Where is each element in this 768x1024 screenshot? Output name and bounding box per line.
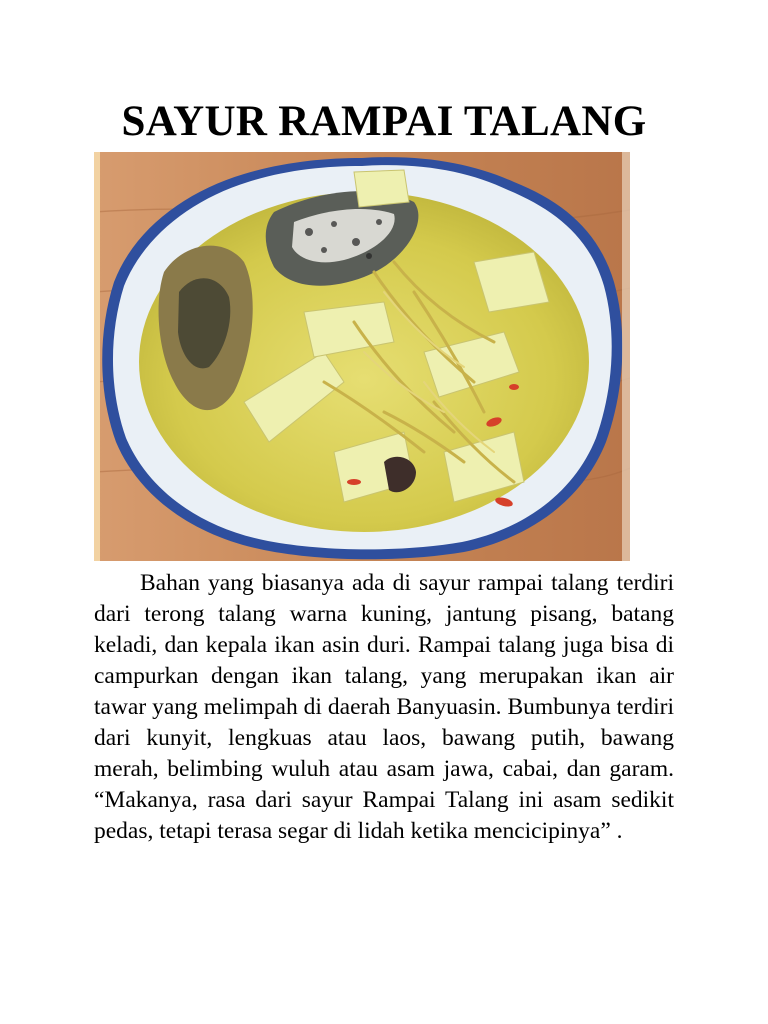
page-title: SAYUR RAMPAI TALANG xyxy=(121,98,647,145)
dish-photo xyxy=(94,152,630,561)
description-paragraph: Bahan yang biasanya ada di sayur rampai talang terdiri dari terong talang warna kuning, jantung pisang, batang keladi, dan kepala ikan asin duri. Rampai talang juga bisa di campurkan dengan ikan talang, yang merupakan ikan air tawar yang melimpah di daerah Banyuasin. Bumbunya terdiri dari kunyit, lengkuas atau laos, bawang putih, bawang merah, belimbing wuluh atau asam jawa, cabai, dan garam. “Makanya, rasa dari sayur Rampai Talang ini asam sedikit pedas, tetapi terasa segar di lidah ketika mencicipinya” . xyxy=(94,570,674,844)
